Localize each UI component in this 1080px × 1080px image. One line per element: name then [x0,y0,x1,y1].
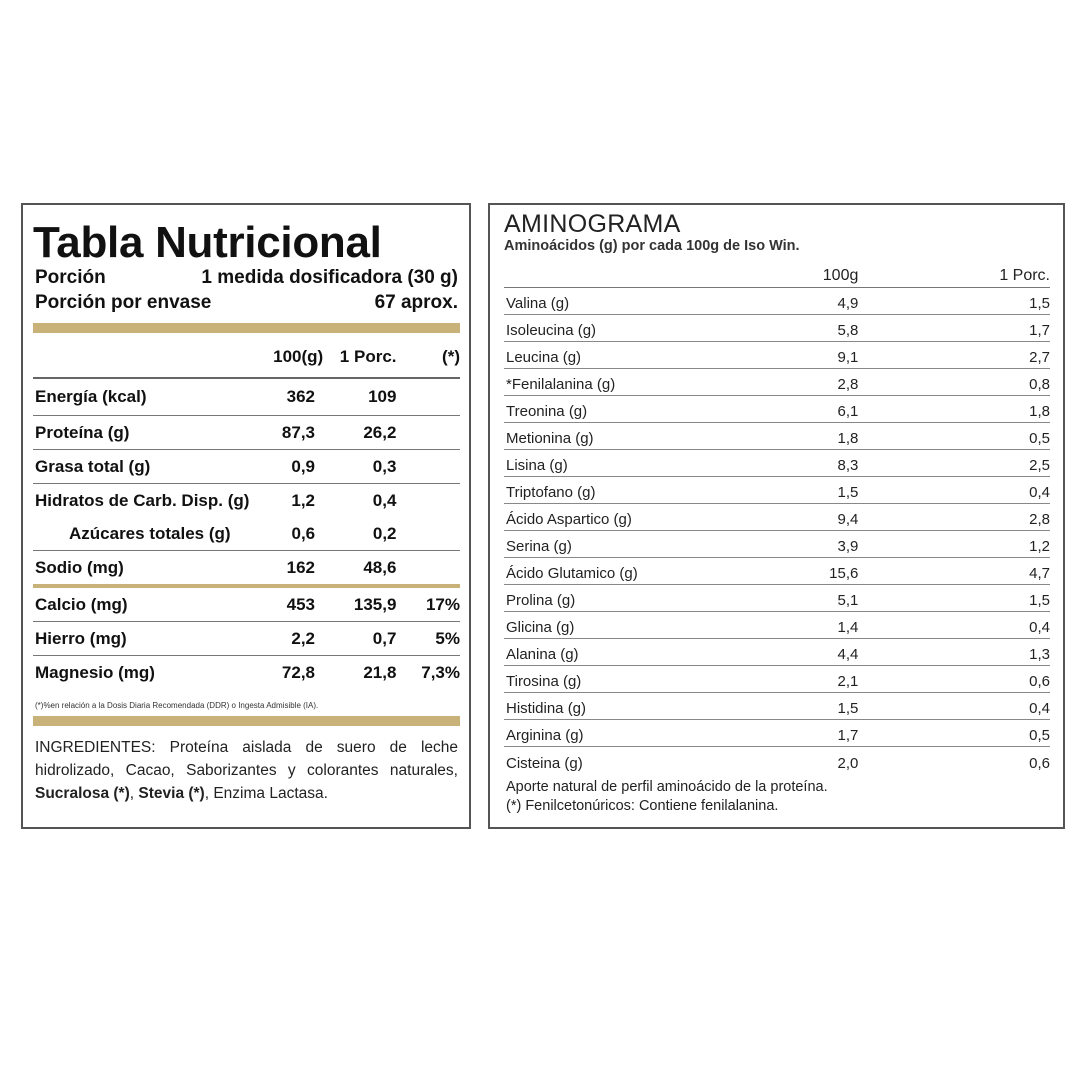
aminoacid-porc: 1,3 [1029,646,1050,663]
portion-row [33,265,460,290]
aminoacid-100g: 1,7 [837,727,859,744]
aminoacid-100g: 1,4 [837,619,859,636]
nutrition-row [33,622,460,656]
aminoacid-porc: 1,5 [1029,295,1050,312]
aminoacid-row [504,720,1050,747]
aminoacid-100g: 1,8 [837,430,859,447]
aminoacid-porc: 0,8 [1029,376,1050,393]
footnote: (*)%en relación a la Dosis Diaria Recomendada (DDR) o Ingesta Admisible (IA). [35,701,319,710]
nutrient-name: Proteína (g) [35,422,130,442]
nutrient-100g: 2,2 [291,628,316,648]
nutrient-porc: 21,8 [363,662,397,682]
aminoacid-porc: 2,5 [1029,457,1050,474]
nutrition-row [33,450,460,484]
aminoacid-100g: 2,8 [837,376,859,393]
aminoacid-row [504,747,1050,774]
aminoacid-name: Valina (g) [506,295,570,312]
aminoacid-row [504,288,1050,315]
aminoacid-name: Histidina (g) [506,700,587,717]
aminoacid-name: Leucina (g) [506,349,582,366]
aminoacid-row [504,342,1050,369]
aminoacid-porc: 1,2 [1029,538,1050,555]
aminoacid-row [504,612,1050,639]
aminoacid-100g: 5,8 [837,322,859,339]
aminoacid-row [504,666,1050,693]
aminoacid-porc: 0,4 [1029,619,1050,636]
nutrient-porc: 0,2 [372,523,397,543]
aminoacid-porc: 1,5 [1029,592,1050,609]
aminograma-header-row [504,255,1050,288]
aminoacid-name: Cisteina (g) [506,755,583,772]
aminoacid-100g: 15,6 [829,565,859,582]
sucralosa-label: Sucralosa (*) [35,785,130,802]
aminoacid-row [504,504,1050,531]
aminoacid-name: Glicina (g) [506,619,575,636]
nutrient-porc: 0,7 [372,628,397,648]
nutrient-porc: 48,6 [363,557,397,577]
ingredients-suffix: , Enzima Lactasa. [204,785,328,802]
aminoacid-100g: 2,1 [837,673,859,690]
aminoacid-row [504,585,1050,612]
nutrient-100g: 72,8 [281,662,316,682]
aminoacid-name: Arginina (g) [506,727,584,744]
col-pct: (*) [442,347,460,366]
aminoacid-100g: 1,5 [837,700,859,717]
note-phenylketonuric: (*) Fenilcetonúricos: Contiene fenilalanina. [506,798,779,814]
col-porc: 1 Porc. [339,347,397,366]
aminoacid-name: Lisina (g) [506,457,568,474]
aminoacid-porc: 0,6 [1029,755,1050,772]
aminograma-rows [504,288,1050,774]
per-container-row [33,290,460,315]
nutrition-row [33,484,460,517]
nutrient-name: Sodio (mg) [35,557,124,577]
aminoacid-row [504,693,1050,720]
nutrition-header-row [33,337,460,379]
aminoacid-porc: 0,4 [1029,484,1050,501]
aminoacid-porc: 0,5 [1029,430,1050,447]
ingredients-text [33,726,460,805]
nutrient-name: Hidratos de Carb. Disp. (g) [35,490,250,510]
nutrition-table-panel [21,203,471,829]
aminoacid-row [504,450,1050,477]
aminoacid-name: Ácido Glutamico (g) [506,565,638,582]
nutrient-pct: 5% [435,628,460,648]
nutrient-porc: 26,2 [363,422,397,442]
aminoacid-row [504,315,1050,342]
gold-divider [33,716,460,726]
aminoacid-row [504,558,1050,585]
nutrient-100g: 362 [286,387,316,406]
nutrient-porc: 0,3 [372,456,397,476]
aminoacid-porc: 2,7 [1029,349,1050,366]
nutrient-name: Hierro (mg) [35,628,127,648]
aminoacid-row [504,423,1050,450]
aminoacid-row [504,369,1050,396]
nutrient-name: Grasa total (g) [35,456,151,476]
aminoacid-100g: 8,3 [837,457,859,474]
nutrient-pct: 17% [425,594,460,614]
note-natural: Aporte natural de perfil aminoácido de la proteína. [506,779,828,795]
per-container-value: 67 aprox. [374,292,458,313]
nutrient-100g: 453 [286,594,316,614]
nutrient-name: Energía (kcal) [35,387,147,406]
ingredients-prefix: INGREDIENTES: Proteína aislada de suero de leche hidrolizado, Cacao, Saborizantes y colorantes naturales, [35,739,458,779]
nutrient-name: Calcio (mg) [35,594,128,614]
nutrient-100g: 0,6 [291,523,316,543]
nutrient-pct: 7,3% [421,662,460,682]
per-container-label: Porción por envase [35,292,212,313]
aminoacid-name: Ácido Aspartico (g) [506,511,632,528]
aminoacid-porc: 1,8 [1029,403,1050,420]
aminoacid-porc: 4,7 [1029,565,1050,582]
aminoacid-100g: 4,9 [837,295,859,312]
nutrient-porc: 0,4 [372,490,397,510]
nutrient-name: Azúcares totales (g) [69,523,231,543]
aminoacid-100g: 4,4 [837,646,859,663]
col-porc: 1 Porc. [999,267,1050,284]
aminoacid-porc: 0,6 [1029,673,1050,690]
aminoacid-100g: 5,1 [837,592,859,609]
nutrient-100g: 1,2 [291,490,316,510]
aminoacid-name: *Fenilalanina (g) [506,376,616,393]
nutrient-porc: 109 [368,387,397,406]
aminograma-notes [504,778,1050,816]
aminoacid-name: Serina (g) [506,538,572,555]
stevia-label: Stevia (*) [138,785,205,802]
col-100g: 100(g) [273,347,324,366]
gold-divider [33,323,460,333]
aminoacid-100g: 3,9 [837,538,859,555]
aminoacid-name: Tirosina (g) [506,673,582,690]
ingredients-separator: , [129,785,139,802]
aminoacid-porc: 0,4 [1029,700,1050,717]
aminoacid-porc: 2,8 [1029,511,1050,528]
nutrition-row [33,416,460,450]
aminoacid-row [504,639,1050,666]
aminoacid-name: Treonina (g) [506,403,588,420]
nutrient-porc: 135,9 [353,594,397,614]
aminoacid-row [504,396,1050,423]
aminoacid-row [504,477,1050,504]
aminograma-subtitle: Aminoácidos (g) por cada 100g de Iso Win. [504,238,800,254]
nutrient-100g: 87,3 [281,422,316,442]
aminoacid-name: Prolina (g) [506,592,576,609]
aminoacid-100g: 9,4 [837,511,859,528]
aminoacid-name: Triptofano (g) [506,484,596,501]
aminograma-panel [488,203,1065,829]
portion-label: Porción [35,267,106,288]
portion-value: 1 medida dosificadora (30 g) [201,267,458,288]
aminoacid-row [504,531,1050,558]
nutrition-row [33,517,460,551]
nutrition-row [33,379,460,416]
nutrient-100g: 162 [286,557,316,577]
aminoacid-100g: 2,0 [837,755,859,772]
col-100g: 100g [822,267,859,284]
aminoacid-100g: 9,1 [837,349,859,366]
nutrition-row [33,656,460,689]
aminoacid-name: Alanina (g) [506,646,579,663]
nutrition-title: Tabla Nutricional [33,218,382,267]
aminoacid-name: Metionina (g) [506,430,594,447]
aminoacid-100g: 6,1 [837,403,859,420]
nutrient-100g: 0,9 [291,456,316,476]
nutrition-row [33,588,460,622]
nutrition-row [33,551,460,588]
aminoacid-100g: 1,5 [837,484,859,501]
aminoacid-name: Isoleucina (g) [506,322,597,339]
aminograma-title: AMINOGRAMA [504,210,681,238]
nutrient-name: Magnesio (mg) [35,662,155,682]
aminoacid-porc: 0,5 [1029,727,1050,744]
aminoacid-porc: 1,7 [1029,322,1050,339]
